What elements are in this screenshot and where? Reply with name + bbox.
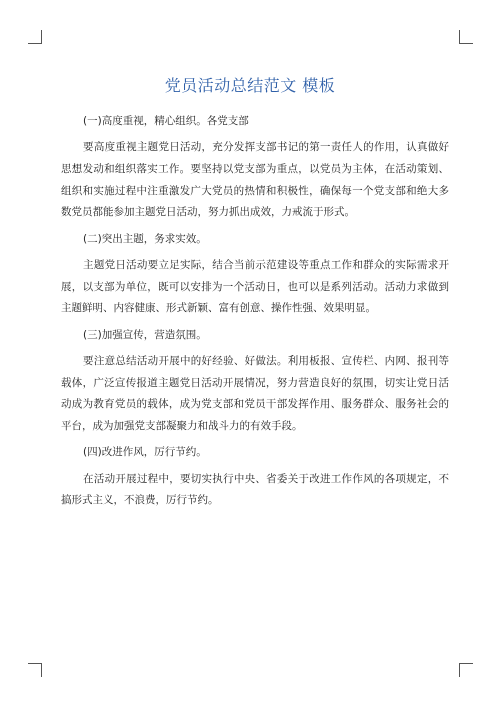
section-heading-4: (四)改进作风，厉行节约。 [83,446,207,459]
section-paragraph-2: 主题党日活动要立足实际，结合当前示范建设等重点工作和群众的实际需求开展，以支部为单位，既可以安排为一个活动日，也可以是系列活动。活动力求做到主题鲜明、内容健康、形式新颖、富有创意、操作性强、效果明显。 [61,259,449,315]
section-paragraph-1: 要高度重视主题党日活动，充分发挥支部书记的第一责任人的作用，认真做好思想发动和组织落实工作。要坚持以党支部为重点，以党员为主体，在活动策划、组织和实施过程中注重激发广大党员的热情和积极性，确保每一个党支部和绝大多数党员都能参加主题党日活动，努力抓出成效，力戒流于形式。 [61,141,449,219]
section-heading-1: (一)高度重视，精心组织。各党支部 [83,115,249,127]
crop-mark-bottom-left [28,663,42,677]
section-heading-3: (三)加强宣传，营造氛围。 [83,328,207,341]
document-body [61,111,449,517]
section-paragraph-3: 要注意总结活动开展中的好经验、好做法。利用板报、宣传栏、内网、报刊等载体，广泛宣传报道主题党日活动开展情况，努力营造良好的氛围，切实让党日活动成为教育党员的载体，成为党支部和党员干部发挥作用、服务群众、服务社会的平台，成为加强党支部凝聚力和战斗力的有效手段。 [61,355,449,432]
document-title: 党员活动总结范文 模板 [164,75,336,95]
section-heading-2: (二)突出主题，务求实效。 [83,232,207,245]
crop-mark-top-right [459,30,473,44]
crop-mark-top-left [28,30,42,44]
section-paragraph-4: 在活动开展过程中，要切实执行中央、省委关于改进工作作风的各项规定，不搞形式主义，不浪费，厉行节约。 [61,472,449,507]
crop-mark-bottom-right [459,663,473,677]
